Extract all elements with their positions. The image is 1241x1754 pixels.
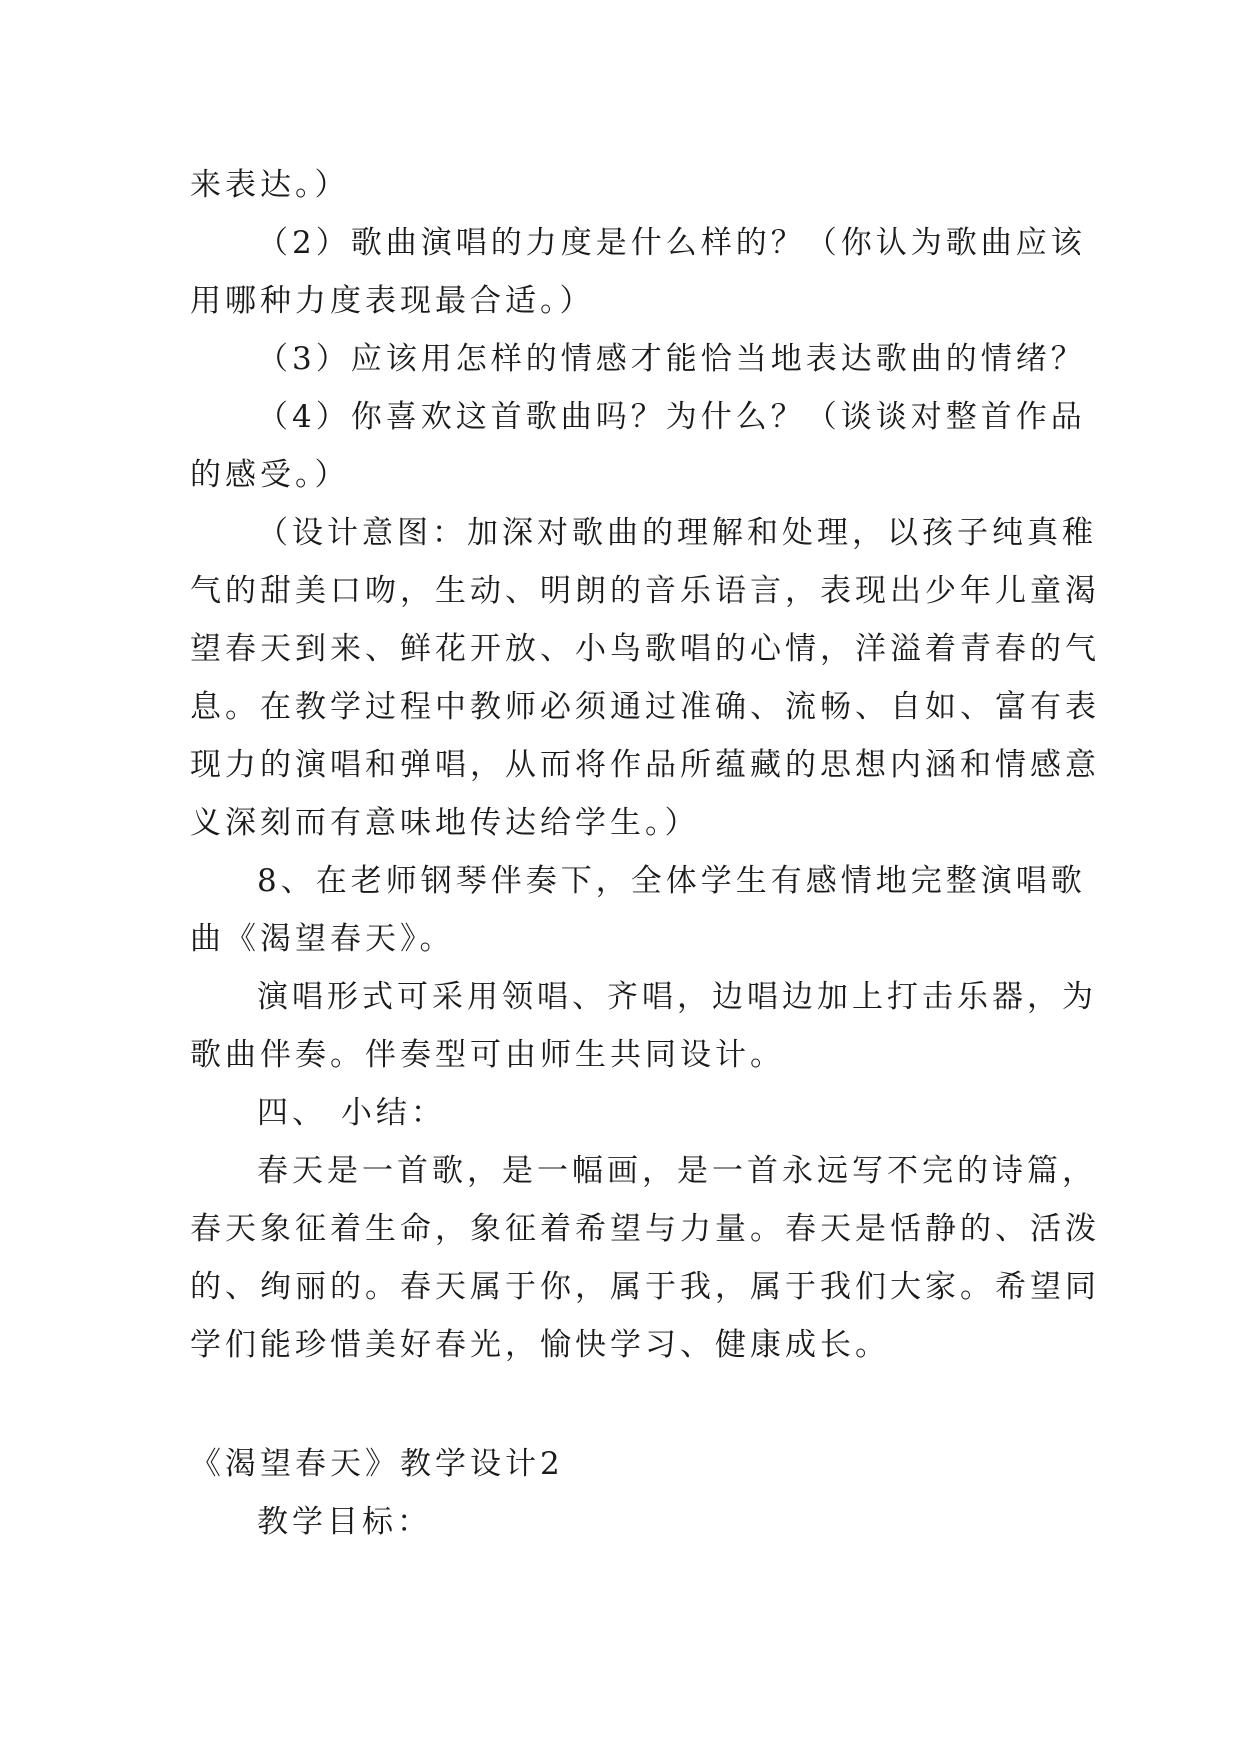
text-line: 来表达。） — [190, 167, 350, 203]
text-line: 曲《渴望春天》。 — [190, 921, 455, 957]
text-line: 歌曲伴奏。伴奏型可由师生共同设计。 — [190, 1037, 785, 1073]
text-line: 春天是一首歌，是一幅画，是一首永远写不完的诗篇， — [257, 1153, 1097, 1189]
document-title: 《渴望春天》教学设计2 — [190, 1446, 564, 1482]
text-line: （3）应该用怎样的情感才能恰当地表达歌曲的情绪？ — [257, 341, 1086, 377]
text-line: 演唱形式可采用领唱、齐唱，边唱边加上打击乐器，为 — [257, 979, 1097, 1015]
text-line: 义深刻而有意味地传达给学生。） — [190, 805, 700, 841]
text-line: 现力的演唱和弹唱，从而将作品所蕴藏的思想内涵和情感意 — [190, 747, 1100, 783]
text-line: 用哪种力度表现最合适。） — [190, 283, 595, 319]
section-heading: 教学目标： — [257, 1504, 432, 1540]
text-line: 学们能珍惜美好春光，愉快学习、健康成长。 — [190, 1327, 890, 1363]
text-line: 春天象征着生命，象征着希望与力量。春天是恬静的、活泼 — [190, 1211, 1100, 1247]
text-line: 8、在老师钢琴伴奏下，全体学生有感情地完整演唱歌 — [257, 863, 1086, 899]
text-line: 望春天到来、鲜花开放、小鸟歌唱的心情，洋溢着青春的气 — [190, 631, 1100, 667]
text-line: 的感受。） — [190, 457, 350, 493]
text-line: 息。在教学过程中教师必须通过准确、流畅、自如、富有表 — [190, 689, 1100, 725]
text-line: （4）你喜欢这首歌曲吗？为什么？（谈谈对整首作品 — [257, 399, 1086, 435]
text-line: 的、绚丽的。春天属于你，属于我，属于我们大家。希望同 — [190, 1269, 1100, 1305]
text-line: （2）歌曲演唱的力度是什么样的？（你认为歌曲应该 — [257, 225, 1086, 261]
section-heading: 四、 小结： — [257, 1095, 446, 1131]
text-line: 气的甜美口吻，生动、明朗的音乐语言，表现出少年儿童渴 — [190, 573, 1100, 609]
text-line: （设计意图：加深对歌曲的理解和处理，以孩子纯真稚 — [257, 515, 1097, 551]
